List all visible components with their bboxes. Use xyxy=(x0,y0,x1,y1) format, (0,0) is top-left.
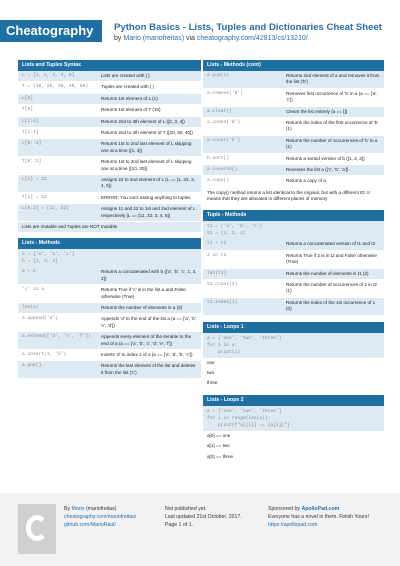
output-line: two xyxy=(203,368,384,378)
section-title: Tuple - Methods xyxy=(203,210,384,221)
row-key: L[1:4] xyxy=(22,118,39,124)
row-key: a.pop() xyxy=(22,363,42,369)
cheatography-logo[interactable]: Cheatography xyxy=(0,20,102,42)
row-key: a.append('d') xyxy=(22,316,58,322)
page-title: Python Basics - Lists, Tuples and Dictionaries Cheat Sheet xyxy=(114,22,382,33)
lists-syntax-box xyxy=(18,60,201,232)
table-row xyxy=(18,332,201,350)
row-value: Returns 1st to 2nd last element of L skipping one at a time ([1, 3]) xyxy=(101,141,192,153)
byline: by Mario (mariofreitas) via cheatography.com/42813/cs/13210/ xyxy=(114,35,308,42)
table-row xyxy=(203,89,384,107)
row-value: Returns a copy of a xyxy=(286,178,326,184)
footer-meta: Not published yet. Last updated 21st October, 2017. Page 1 of 1. xyxy=(165,506,242,528)
footer-github-link[interactable]: github.com/MarioRaul/ xyxy=(64,522,116,528)
row-key: len(a) xyxy=(22,304,39,310)
row-key: len(t1) xyxy=(207,270,227,276)
loops1-box xyxy=(203,322,384,389)
table-row xyxy=(18,105,201,116)
table-row xyxy=(18,361,201,379)
row-value: Removes first occurrence of 'b' in a (a == ['a', 'c']) xyxy=(286,90,378,103)
code-block: a = ['a', 'b', 'c'] b = [1, 3, 2] xyxy=(18,249,201,267)
table-row xyxy=(18,303,201,314)
table-row xyxy=(18,117,201,128)
section-title: Lists - Methods (cont) xyxy=(203,60,384,71)
table-row xyxy=(203,176,384,187)
table-row xyxy=(18,350,201,361)
row-key: b.sort() xyxy=(207,155,230,161)
row-key: T[0] xyxy=(22,107,34,113)
row-key: L[0::3] xyxy=(22,141,42,147)
table-row xyxy=(203,269,384,280)
table-row xyxy=(18,267,201,285)
row-key: L[1] = 22 xyxy=(22,177,47,183)
section-title: Lists - Loops 2 xyxy=(203,395,384,406)
table-row xyxy=(203,239,384,250)
table-row xyxy=(203,251,384,269)
lists-methods-box xyxy=(18,238,201,379)
footer-author-link[interactable]: Mario xyxy=(71,506,85,512)
row-value: Tuples are created with ( ) xyxy=(101,84,155,90)
section-title: Lists - Methods xyxy=(18,238,201,249)
table-row xyxy=(18,82,201,93)
row-value: Reverses the list a (['c', 'b', 'a']) xyxy=(286,167,349,173)
footer-sponsor: Sponsored by ApolloPad.com Everyone has a novel in them. Finish Yours! https://apollopad.com xyxy=(268,506,369,528)
row-value: Assigns 22 to 2nd element of L (L == [1, 22, 3, 4, 5]) xyxy=(101,177,195,189)
table-row xyxy=(203,118,384,136)
row-value: Returns the index of the 1st occurrence of 1 (0) xyxy=(286,299,376,312)
row-key: a.count('b') xyxy=(207,137,241,143)
row-key: a.pop(1) xyxy=(207,73,230,78)
footer-author-url[interactable]: cheatography.com/mariofreitas/ xyxy=(64,514,137,520)
table-row xyxy=(18,285,201,303)
output-line: a[1] == two xyxy=(203,441,384,451)
left-column xyxy=(18,60,201,385)
table-row xyxy=(18,204,201,222)
row-key: T = (10, 20, 30, 40, 50) xyxy=(22,84,89,90)
row-value: Returns a concatenated with b (['a', 'b', 'c', 1, 3, 2]) xyxy=(101,269,197,281)
row-key: a.extend(['d', 'e', 'f']) xyxy=(22,334,91,340)
row-value: Appends every element of the iterable to the end of a (a == ['a', 'b', 'c', 'd', 'e', 'f']) xyxy=(101,334,192,346)
row-value: Returns the number of elements in t1 (3) xyxy=(286,270,369,276)
table-row xyxy=(203,280,384,298)
loops2-box xyxy=(203,395,384,462)
row-key: a.insert(1, 'd') xyxy=(22,351,67,357)
row-key: t2.index(1) xyxy=(207,299,238,305)
table-row xyxy=(18,71,201,82)
row-value: Returns True if 2 is in t2 and False otherwise (True) xyxy=(286,252,377,265)
code-block: t1 = ('a', 'b', 'c') t2 = (1, 2, 3) xyxy=(203,221,384,239)
header xyxy=(0,0,400,62)
sponsor-url-link[interactable]: https://apollopad.com xyxy=(268,522,318,528)
row-value: Returns 1st element of L (1) xyxy=(101,95,158,101)
table-row xyxy=(203,154,384,165)
row-value: Appends 'd' to the end of the list a (a == ['a', 'b', 'c', 'd']) xyxy=(101,316,197,328)
author-link[interactable]: Mario (mariofreitas) xyxy=(123,35,185,42)
table-row xyxy=(203,136,384,154)
row-value: Clears the list entirely (a == []) xyxy=(286,108,348,114)
footer-author: By Mario (mariofreitas) cheatography.com/mariofreitas/ github.com/MarioRaul/ xyxy=(64,506,137,528)
row-value: Returns the number of occurrences of 2 in t2 (1) xyxy=(286,281,377,294)
row-value: Returns 2nd to 4th element of L ([2, 3, 4]) xyxy=(101,118,185,124)
table-row xyxy=(18,139,201,157)
row-key: 2 in t2 xyxy=(207,252,227,258)
row-value: ERROR: You can't assing anything to tuples xyxy=(101,194,191,200)
row-value: Assigns 11 and 22 to 1st and 2nd element of L respectively (L == [11, 22, 3, 4, 5]) xyxy=(101,206,196,218)
row-value: Returns a sorted version of b ([1, 2, 3]) xyxy=(286,155,365,161)
sheet-url-link[interactable]: cheatography.com/42813/cs/13210/ xyxy=(196,35,308,42)
row-key: a + b xyxy=(22,269,36,275)
row-value: Returns 2nd to 4th element of T ([20, 30, 40]) xyxy=(101,130,193,136)
section-note: The copy() method returns a list identical to the original, but with a different ID. It means that they are allocated in different places of memory xyxy=(203,188,384,204)
lists-methods-cont-box xyxy=(203,60,384,204)
right-column xyxy=(203,60,384,468)
table-row xyxy=(18,157,201,175)
output-line: one xyxy=(203,358,384,368)
row-value: Inserts 'd' to index 1 of a (a == ['a', 'd', 'b', 'c']) xyxy=(101,351,193,357)
row-value: Returns the last element of the list and deletes it from the list ('c') xyxy=(101,363,196,375)
table-row xyxy=(18,175,201,193)
table-row xyxy=(203,71,384,89)
code-block: a = ['one', 'two', 'three'] for i in a: print(i) xyxy=(203,333,384,358)
row-value: Returns the number of elements in a (3) xyxy=(101,304,183,310)
table-row xyxy=(18,94,201,105)
row-key: T[1:4] xyxy=(22,130,39,136)
table-row xyxy=(18,128,201,139)
footer xyxy=(0,493,400,566)
row-key: a.copy() xyxy=(207,178,230,184)
output-line: a[0] == one xyxy=(203,431,384,441)
table-row xyxy=(203,107,384,118)
section-note: Lists are mutable and Tuples are NOT mutable xyxy=(18,222,201,232)
row-key: a.clear() xyxy=(207,108,232,114)
row-key: T[1] = 22 xyxy=(22,194,47,200)
row-value: Returns 2nd element of a and removes it from the list ('b') xyxy=(286,73,380,85)
table-row xyxy=(18,193,201,204)
table-row xyxy=(203,298,384,316)
row-key: t2.count(2) xyxy=(207,281,238,287)
table-row xyxy=(203,165,384,176)
row-key: L[0] xyxy=(22,95,34,101)
section-title: Lists and Tuples Syntax xyxy=(18,60,201,71)
row-value: Lists are created with [ ] xyxy=(101,73,150,78)
row-key: 'c' in a xyxy=(22,287,45,293)
row-value: Returns True if 'c' is in the list a and False otherwise (True) xyxy=(101,287,186,299)
row-key: L = [1, 2, 3, 4, 5] xyxy=(22,73,75,78)
cheatography-c-logo-icon xyxy=(18,504,56,554)
row-key: t1 + t2 xyxy=(207,241,227,247)
row-key: L[0:2] = [11, 22] xyxy=(22,206,69,212)
output-line: three xyxy=(203,378,384,388)
table-row xyxy=(18,314,201,332)
row-value: Returns a concatenated version of t1 and t2 xyxy=(286,241,376,247)
output-line: a[2] == three xyxy=(203,452,384,462)
sponsor-link[interactable]: ApolloPad.com xyxy=(301,506,340,512)
row-value: Returns 1st to 2nd last element of L skipping one at a time ([10, 30]) xyxy=(101,159,192,171)
row-value: Returns the index of the first occurrence of 'b' (1) xyxy=(286,120,379,132)
row-value: Returns 1st element of T (10) xyxy=(101,107,161,113)
row-key: a.index('b') xyxy=(207,120,241,126)
row-value: Returns the number of occurrences of 'b' in a (1) xyxy=(286,137,378,150)
row-key: a.reverse() xyxy=(207,167,238,173)
row-key: a.remove('b') xyxy=(207,90,243,96)
tuple-methods-box xyxy=(203,210,384,315)
row-key: T[0::2] xyxy=(22,159,42,165)
section-title: Lists - Loops 1 xyxy=(203,322,384,333)
code-block: a = ['one', 'two', 'three'] for i in range(len(a)): print(f"a[{i}] == {a[i]}") xyxy=(203,406,384,431)
